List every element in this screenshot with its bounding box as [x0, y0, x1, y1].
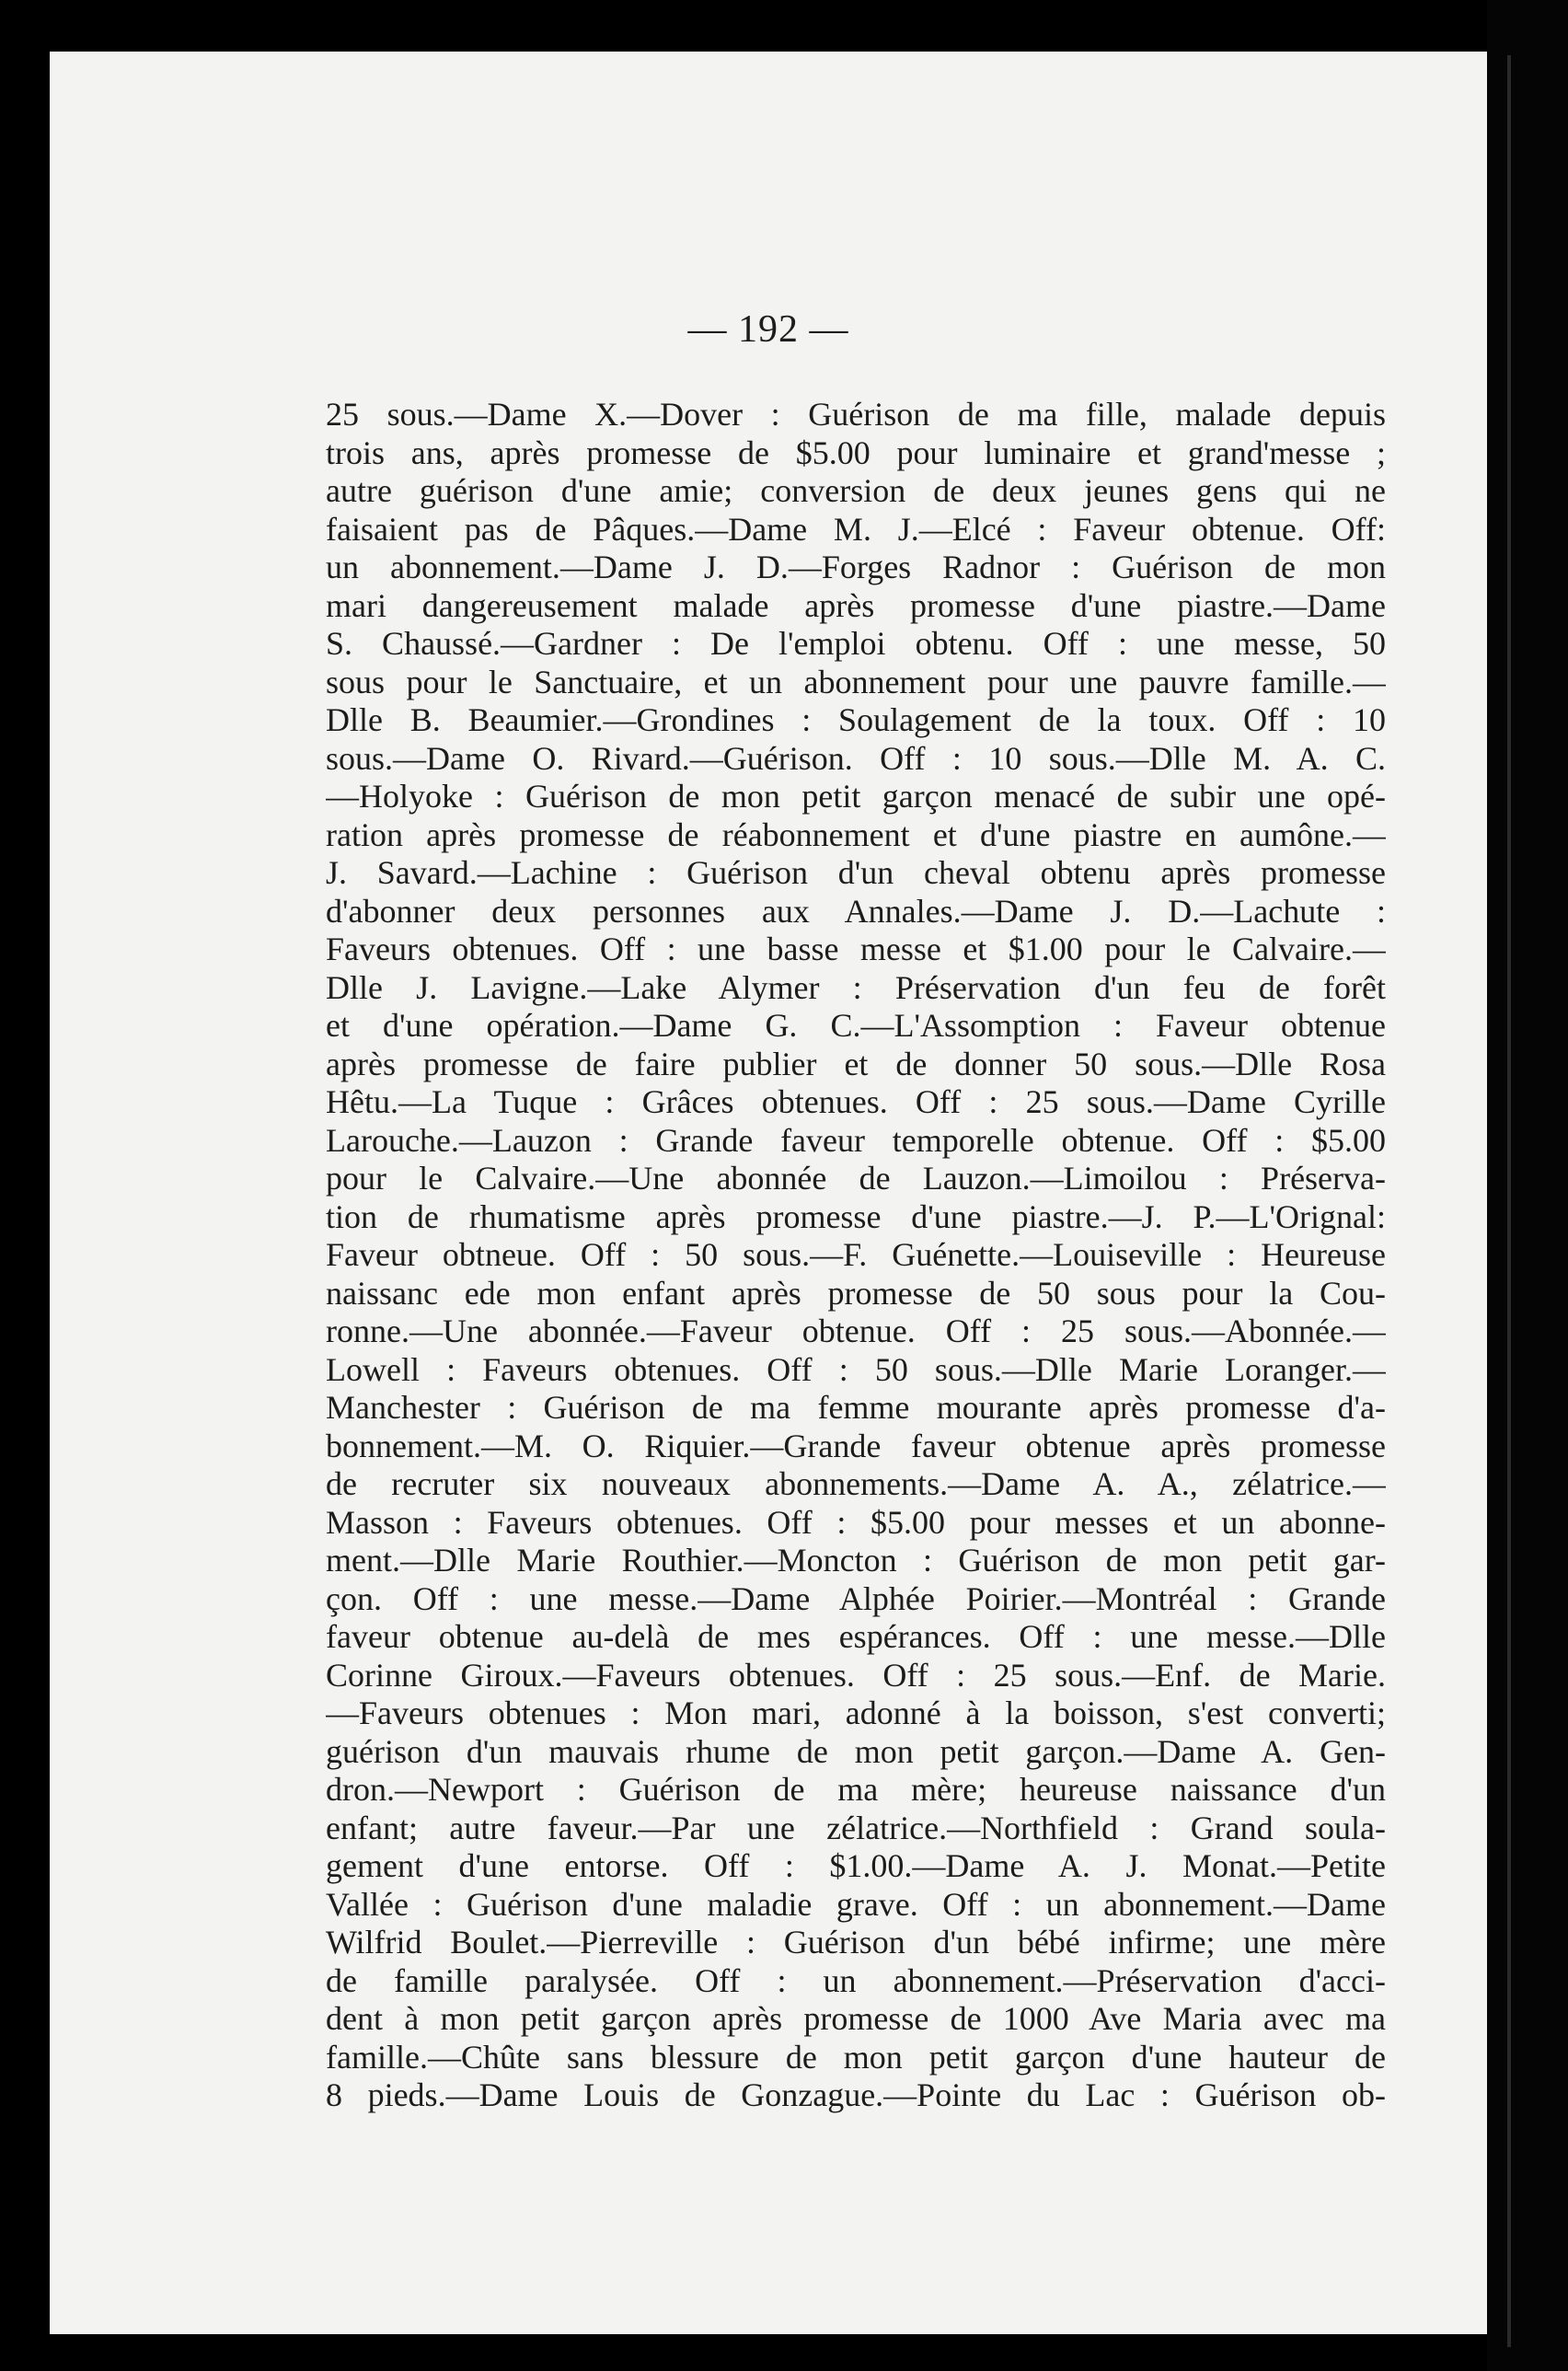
text-line: autre guérison d'une amie; conversion de deux jeunes gens qui ne	[326, 472, 1386, 509]
text-line: enfant; autre faveur.—Par une zélatrice.—Northfield : Grand soula-	[326, 1809, 1386, 1846]
text-line: Vallée : Guérison d'une maladie grave. Off : un abonnement.—Dame	[326, 1885, 1386, 1923]
text-line: Dlle B. Beaumier.—Grondines : Soulagement de la toux. Off : 10	[326, 701, 1386, 738]
body-text	[326, 396, 1386, 2115]
text-line: tion de rhumatisme après promesse d'une piastre.—J. P.—L'Orignal:	[326, 1197, 1386, 1235]
text-line: dent à mon petit garçon après promesse de 1000 Ave Maria avec ma	[326, 2000, 1386, 2037]
text-line: famille.—Chûte sans blessure de mon petit garçon d'une hauteur de	[326, 2038, 1386, 2076]
page-number: — 192 —	[687, 308, 849, 351]
text-line: d'abonner deux personnes aux Annales.—Dame J. D.—Lachute :	[326, 892, 1386, 930]
text-line: de recruter six nouveaux abonnements.—Dame A. A., zélatrice.—	[326, 1465, 1386, 1502]
text-line: mari dangereusement malade après promesse d'une piastre.—Dame	[326, 586, 1386, 624]
text-line: faisaient pas de Pâques.—Dame M. J.—Elcé : Faveur obtenue. Off:	[326, 510, 1386, 548]
text-line: Faveur obtneue. Off : 50 sous.—F. Guénette.—Louiseville : Heureuse	[326, 1236, 1386, 1273]
text-line: ration après promesse de réabonnement et d'une piastre en aumône.—	[326, 815, 1386, 853]
text-line: J. Savard.—Lachine : Guérison d'un cheval obtenu après promesse	[326, 854, 1386, 891]
text-line: Larouche.—Lauzon : Grande faveur temporelle obtenue. Off : $5.00	[326, 1121, 1386, 1159]
text-line: faveur obtenue au-delà de mes espérances. Off : une messe.—Dlle	[326, 1618, 1386, 1655]
text-line: S. Chaussé.—Gardner : De l'emploi obtenu. Off : une messe, 50	[326, 625, 1386, 662]
text-line: pour le Calvaire.—Une abonnée de Lauzon.—Limoilou : Préserva-	[326, 1160, 1386, 1197]
text-line: ment.—Dlle Marie Routhier.—Moncton : Guérison de mon petit gar-	[326, 1542, 1386, 1579]
text-line: çon. Off : une messe.—Dame Alphée Poirier.—Montréal : Grande	[326, 1579, 1386, 1617]
text-line: bonnement.—M. O. Riquier.—Grande faveur obtenue après promesse	[326, 1427, 1386, 1464]
text-line: sous pour le Sanctuaire, et un abonnement pour une pauvre famille.—	[326, 663, 1386, 700]
text-line: 25 sous.—Dame X.—Dover : Guérison de ma fille, malade depuis	[326, 396, 1386, 433]
text-line: Faveurs obtenues. Off : une basse messe et $1.00 pour le Calvaire.—	[326, 931, 1386, 967]
text-line: Masson : Faveurs obtenues. Off : $5.00 pour messes et un abonne-	[326, 1503, 1386, 1541]
text-line: dron.—Newport : Guérison de ma mère; heureuse naissance d'un	[326, 1771, 1386, 1808]
text-line: 8 pieds.—Dame Louis de Gonzague.—Pointe du Lac : Guérison ob-	[326, 2076, 1386, 2113]
text-line: naissanc ede mon enfant après promesse de 50 sous pour la Cou-	[326, 1274, 1386, 1312]
text-line: sous.—Dame O. Rivard.—Guérison. Off : 10 sous.—Dlle M. A. C.	[326, 739, 1386, 777]
text-line: Hêtu.—La Tuque : Grâces obtenues. Off : 25 sous.—Dame Cyrille	[326, 1083, 1386, 1120]
text-line: ronne.—Une abonnée.—Faveur obtenue. Off : 25 sous.—Abonnée.—	[326, 1313, 1386, 1349]
text-line: —Holyoke : Guérison de mon petit garçon menacé de subir une opé-	[326, 778, 1386, 815]
page-edge-line	[1507, 55, 1511, 2347]
text-line: Corinne Giroux.—Faveurs obtenues. Off : 25 sous.—Enf. de Marie.	[326, 1656, 1386, 1694]
text-line: gement d'une entorse. Off : $1.00.—Dame A. J. Monat.—Petite	[326, 1847, 1386, 1884]
text-line: un abonnement.—Dame J. D.—Forges Radnor : Guérison de mon	[326, 549, 1386, 585]
text-line: Wilfrid Boulet.—Pierreville : Guérison d'un bébé infirme; une mère	[326, 1924, 1386, 1960]
text-line: de famille paralysée. Off : un abonnement.—Préservation d'acci-	[326, 1961, 1386, 1999]
text-line: Manchester : Guérison de ma femme mourante après promesse d'a-	[326, 1389, 1386, 1426]
text-line: Lowell : Faveurs obtenues. Off : 50 sous.—Dlle Marie Loranger.—	[326, 1350, 1386, 1388]
text-line: après promesse de faire publier et de donner 50 sous.—Dlle Rosa	[326, 1045, 1386, 1082]
adjacent-page-edge	[1487, 0, 1568, 2371]
text-line: guérison d'un mauvais rhume de mon petit garçon.—Dame A. Gen-	[326, 1732, 1386, 1770]
text-line: Dlle J. Lavigne.—Lake Alymer : Préservation d'un feu de forêt	[326, 968, 1386, 1006]
text-line: et d'une opération.—Dame G. C.—L'Assomption : Faveur obtenue	[326, 1007, 1386, 1044]
text-line: trois ans, après promesse de $5.00 pour luminaire et grand'messe ;	[326, 434, 1386, 471]
book-page	[50, 52, 1487, 2334]
text-line: —Faveurs obtenues : Mon mari, adonné à la boisson, s'est converti;	[326, 1694, 1386, 1731]
